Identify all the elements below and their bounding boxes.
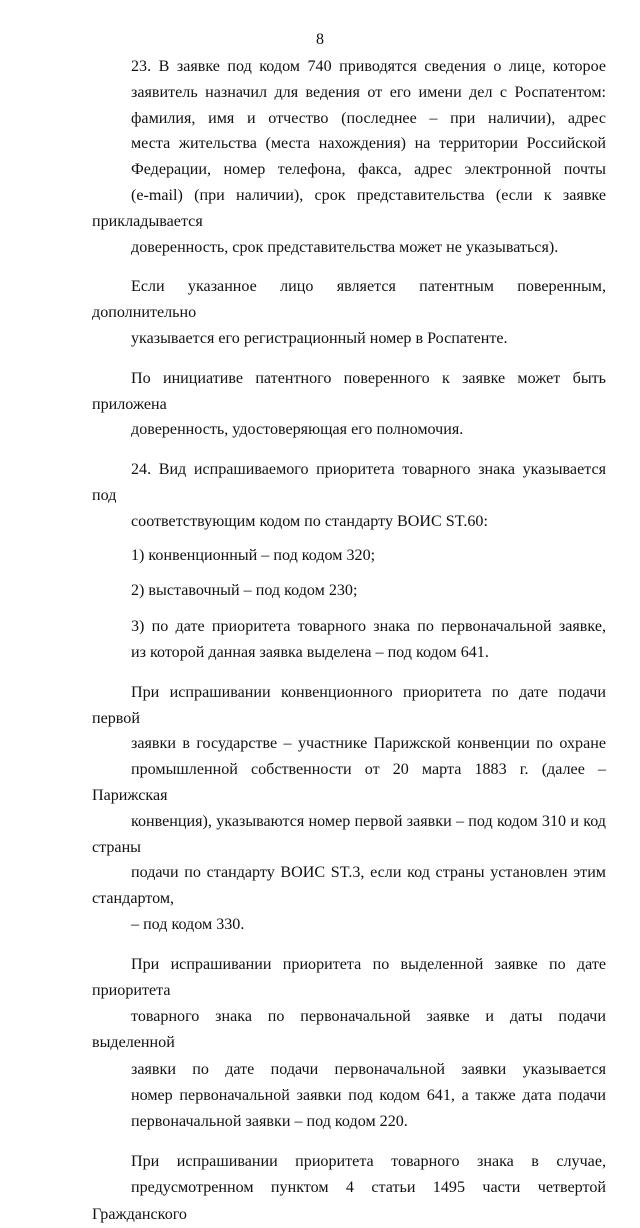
paragraph-divisional-priority: [92, 952, 606, 1135]
text-line: доверенность, удостоверяющая его полномочия.: [131, 421, 464, 439]
text-line: заявитель назначил для ведения от его имени дел с Роспатентом:: [131, 83, 606, 101]
text-line: При испрашивании конвенционного приоритета по дате подачи первой: [92, 683, 606, 727]
text-line: 2) выставочный – под кодом 230;: [131, 582, 358, 600]
text-line: места жительства (места нахождения) на территории Российской: [131, 135, 606, 153]
text-line: Если указанное лицо является патентным поверенным, дополнительно: [92, 278, 606, 322]
paragraph-conventional-priority: [92, 680, 606, 938]
text-line: номер первоначальной заявки под кодом 641, а также дата подачи: [131, 1086, 606, 1104]
text-line: 1) конвенционный – под кодом 320;: [131, 546, 376, 564]
list-item-conventional: [92, 543, 606, 569]
text-line: заявки в государстве – участнике Парижской конвенции по охране: [131, 735, 606, 753]
text-line: товарного знака по первоначальной заявке и даты подачи выделенной: [92, 1008, 606, 1052]
text-line: из которой данная заявка выделена – под кодом 641.: [131, 643, 489, 661]
list-item-initial-application: [92, 614, 606, 666]
list-item-exhibition: [92, 578, 606, 604]
paragraph-civil-code-priority: [92, 1149, 606, 1228]
text-line: соответствующим кодом по стандарту ВОИС ST.60:: [131, 512, 488, 530]
paragraph-item-24-priority-type: [92, 457, 606, 534]
text-line: При испрашивании приоритета товарного знака в случае,: [131, 1153, 606, 1171]
text-line: – под кодом 330.: [131, 915, 245, 933]
paragraph-power-of-attorney: [92, 366, 606, 443]
text-line: (e-mail) (при наличии), срок представительства (если к заявке прикладывается: [92, 186, 606, 230]
paragraph-item-23-representative: [92, 54, 606, 260]
document-body: [92, 54, 606, 1228]
text-line: промышленной собственности от 20 марта 1883 г. (далее – Парижская: [92, 761, 606, 804]
text-line: 23. В заявке под кодом 740 приводятся сведения о лице, которое: [131, 58, 606, 75]
text-line: По инициативе патентного поверенного к заявке может быть приложена: [92, 369, 606, 413]
text-line: первоначальной заявки – под кодом 220.: [131, 1112, 408, 1130]
text-line: 3) по дате приоритета товарного знака по первоначальной заявке,: [131, 618, 606, 636]
page-number: 8: [316, 31, 324, 48]
text-line: доверенность, срок представительства может не указываться).: [131, 238, 559, 256]
text-line: указывается его регистрационный номер в Роспатенте.: [131, 329, 508, 347]
text-line: При испрашивании приоритета по выделенной заявке по дате приоритета: [92, 955, 606, 999]
text-line: Федерации, номер телефона, факса, адрес электронной почты: [131, 161, 606, 179]
text-line: 24. Вид испрашиваемого приоритета товарного знака указывается под: [92, 461, 606, 504]
text-line: фамилия, имя и отчество (последнее – при наличии), адрес: [131, 109, 606, 127]
text-line: заявки по дате подачи первоначальной заявки указывается: [131, 1060, 606, 1078]
text-line: предусмотренном пунктом 4 статьи 1495 части четвертой Гражданского: [92, 1179, 606, 1223]
text-line: подачи по стандарту ВОИС ST.3, если код страны установлен этим стандартом,: [92, 864, 606, 908]
paragraph-patent-attorney-number: [92, 274, 606, 351]
text-line: конвенция), указываются номер первой заявки – под кодом 310 и код страны: [92, 812, 606, 856]
